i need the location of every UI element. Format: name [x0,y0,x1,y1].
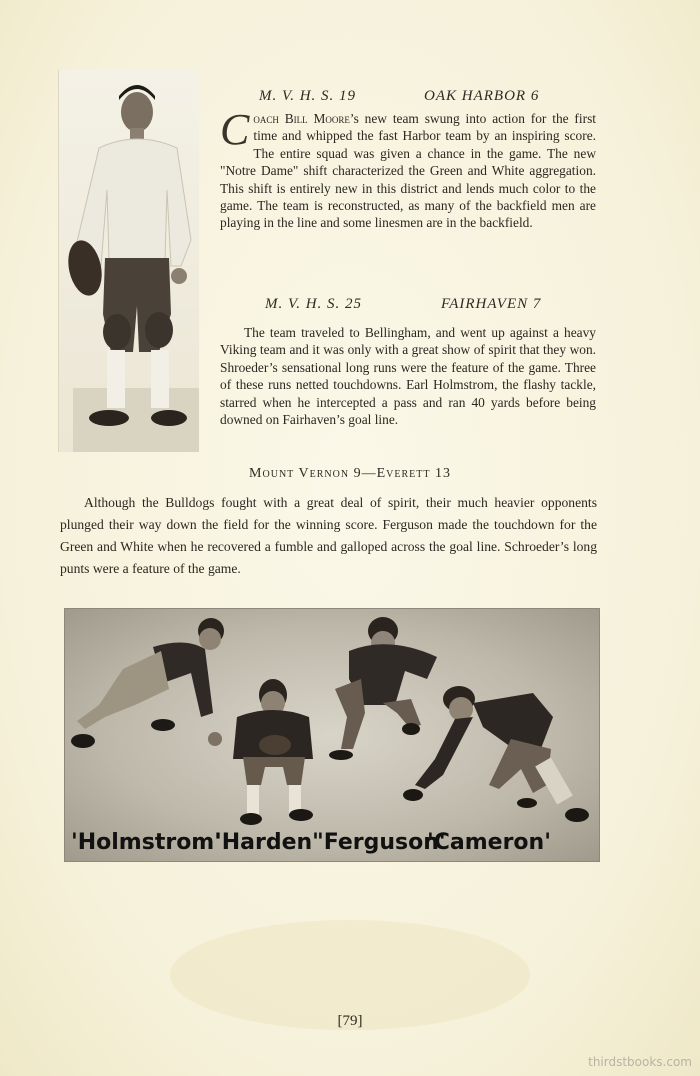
player-harden-figure [233,679,313,825]
game1-away-score: OAK HARBOR 6 [424,88,540,104]
player-signatures [65,815,599,855]
coach-photo [58,70,199,452]
game2-heading [0,296,700,316]
signature-harden: 'Harden' [215,830,319,855]
coach-name: oach Bill Moore [253,111,350,126]
game2-paragraph [220,324,596,428]
watermark-text: thirdstbooks.com [588,1055,692,1069]
team-photo [64,608,600,862]
game3-body-text: Although the Bulldogs fought with a great deal of spirit, their much heavier opponents plunged their way down the field for the winning score. Ferguson made the touchdown for the Green and White when he recovered a fumble and galloped across the goal line. Schroeder’s long punts were a feature of the game. [60,495,597,576]
signature-cameron: 'Cameron' [427,830,551,855]
game2-home-score: M. V. H. S. 25 [265,296,363,312]
bleed-through-lettering [120,0,640,70]
game2-body-text: The team traveled to Bellingham, and went up against a heavy Viking team and it was only with a great show of spirit that they won. Shroeder’s sensational long runs were the feature of the game. Three of these runs netted touchdowns. Earl Holmstrom, the flashy tackle, starred when he intercepted a pass and ran 40 yards before being downed on Fairhaven’s goal line. [220,325,596,428]
game1-home-score: M. V. H. S. 19 [259,88,357,104]
signature-holmstrom: 'Holmstrom' [71,830,221,855]
player-holmstrom-figure [71,618,224,748]
game3-heading: Mount Vernon 9—Everett 13 [249,466,451,481]
game3-paragraph [60,492,597,580]
game1-body-text: ’s new team swung into action for the first time and whipped the fast Harbor team by an inspiring score. The entire squad was given a chance in the game. The new "Notre Dame" shift characterized the Green and White aggregation. This shift is entirely new in this district and lends much color to the game. The team is reconstructed, as many of the backfield men are playing in the line and some linesmen are in the backfield. [220,111,596,231]
player-cameron-figure [403,686,589,822]
drop-cap-letter: C [220,105,250,154]
game2-away-score: FAIRHAVEN 7 [441,296,542,312]
game1-paragraph [220,105,596,232]
coach-figure-illustration [59,70,199,452]
page-number: [79] [337,1013,363,1029]
player-ferguson-figure [329,617,437,760]
game1-heading [0,88,700,108]
signature-ferguson: 'Ferguson' [317,830,446,855]
